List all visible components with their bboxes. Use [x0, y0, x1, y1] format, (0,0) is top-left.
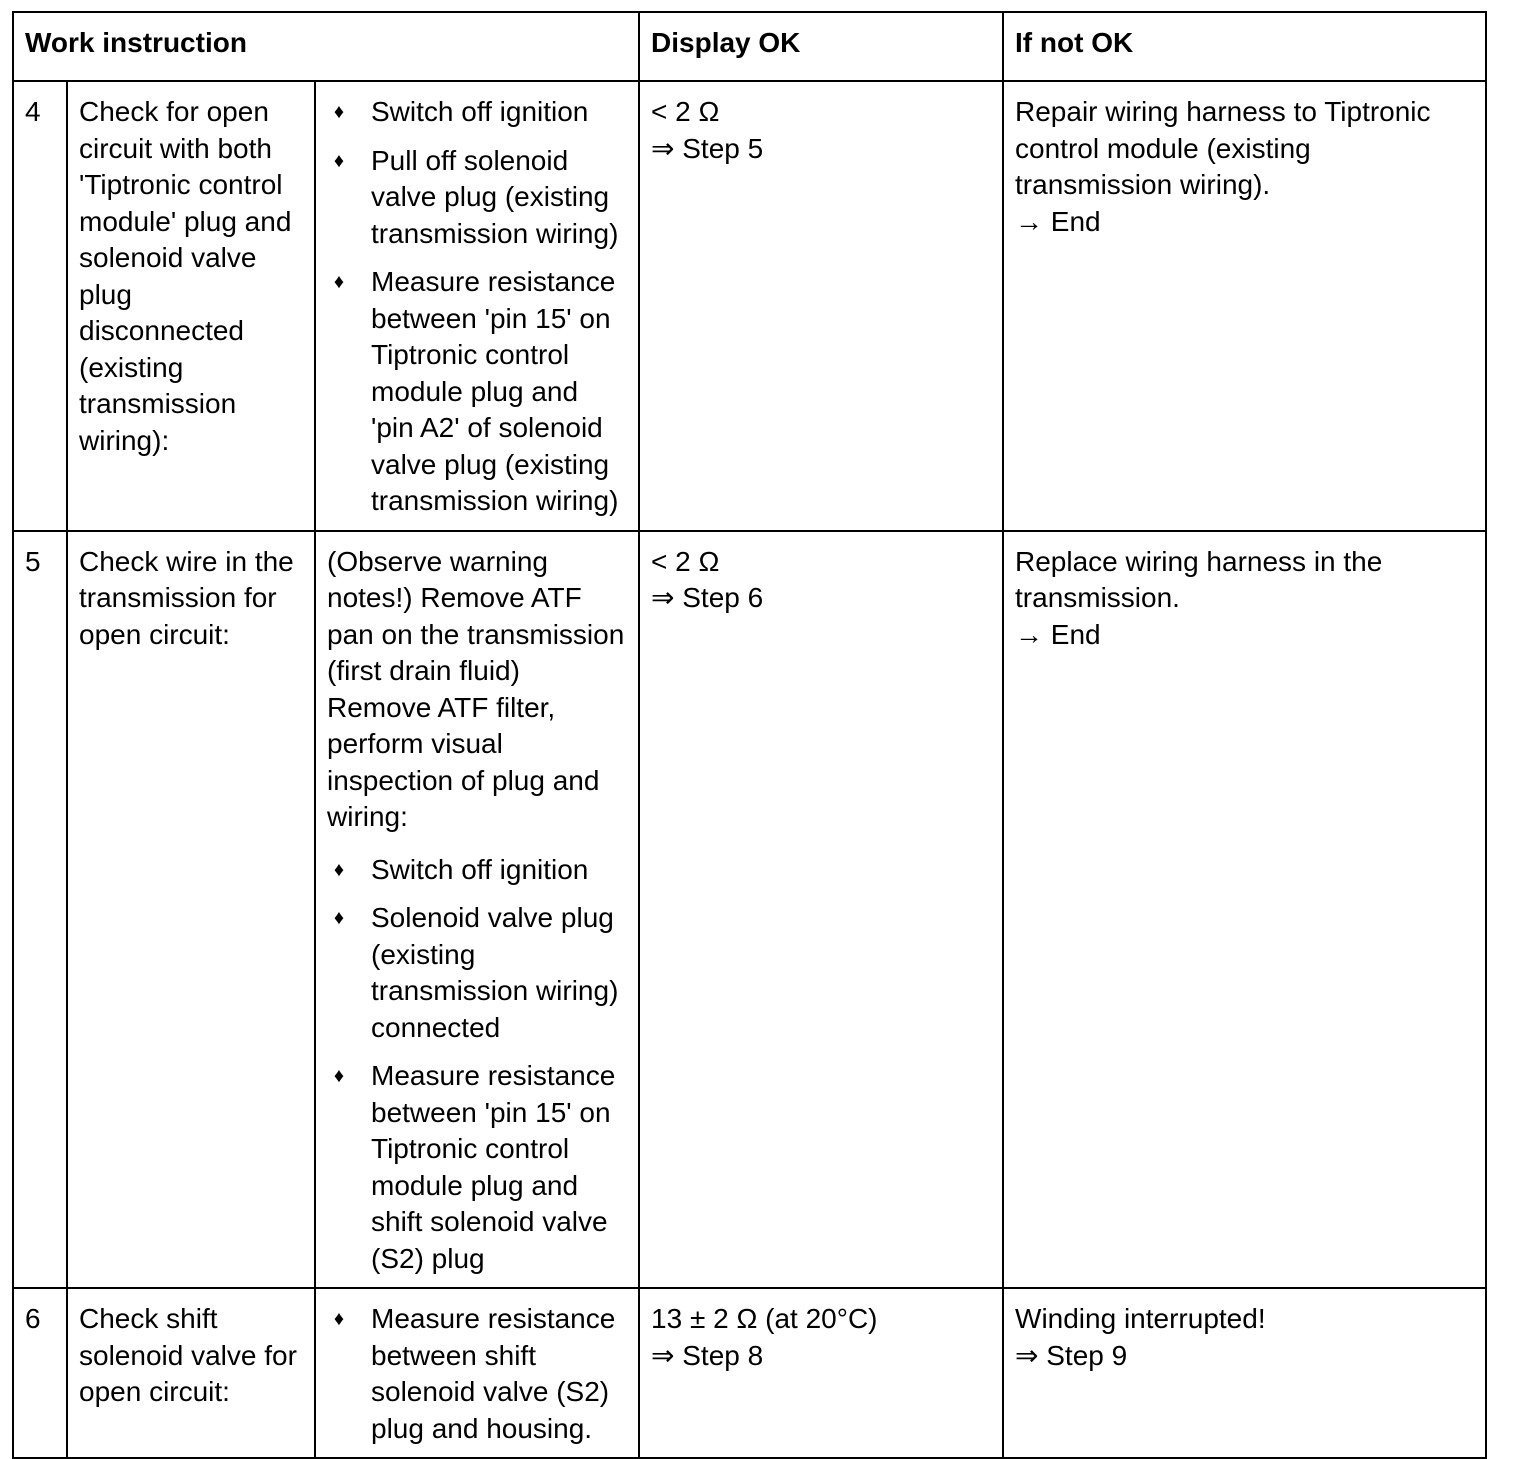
header-display-ok: Display OK: [639, 12, 1003, 81]
step-number: 6: [13, 1288, 67, 1458]
list-item: [327, 1301, 628, 1447]
display-ok-cell: [639, 531, 1003, 1289]
table-row: [13, 1288, 1486, 1458]
list-item: [327, 94, 628, 131]
procedure-cell: [315, 81, 639, 531]
bullet-icon: ♦: [333, 271, 345, 293]
bullet-icon: ♦: [333, 1308, 345, 1330]
bullet-icon: ♦: [333, 101, 345, 123]
if-not-ok-next-step: → End: [1015, 618, 1101, 650]
work-instruction-table: [12, 11, 1487, 1459]
check-description: Check wire in the transmission for open circuit:: [67, 531, 315, 1289]
header-work-instruction: Work instruction: [13, 12, 639, 81]
bullet-icon: ♦: [333, 907, 345, 929]
list-item: [327, 1058, 628, 1277]
display-ok-value: 13 ± 2 Ω (at 20°C): [651, 1303, 878, 1334]
step-number: 5: [13, 531, 67, 1289]
procedure-step-text: Switch off ignition: [371, 853, 589, 885]
if-not-ok-action: Winding interrupted!: [1015, 1303, 1266, 1334]
procedure-step-text: Measure resistance between shift solenoid valve (S2) plug and housing.: [371, 1303, 616, 1444]
list-item: [327, 264, 628, 520]
header-row: [13, 12, 1486, 81]
bullet-icon: ♦: [333, 1065, 345, 1087]
display-ok-next-step: ⇒ Step 6: [651, 582, 764, 613]
procedure-intro: (Observe warning notes!) Remove ATF pan on the transmission (first drain fluid) Remove ATF filter, perform visual inspection of plug and wiring:: [327, 545, 625, 832]
table-row: [13, 81, 1486, 531]
procedure-steps: [327, 852, 628, 1278]
display-ok-next-step: ⇒ Step 8: [651, 1339, 764, 1371]
list-item: [327, 143, 628, 253]
if-not-ok-cell: [1003, 531, 1486, 1289]
procedure-cell: [315, 1288, 639, 1458]
display-ok-value: < 2 Ω: [651, 545, 720, 577]
if-not-ok-next-step: → End: [1015, 205, 1101, 237]
if-not-ok-next-step: ⇒ Step 9: [1015, 1339, 1128, 1371]
display-ok-cell: [639, 81, 1003, 531]
list-item: [327, 900, 628, 1046]
procedure-step-text: Measure resistance between 'pin 15' on Tiptronic control module plug and 'pin A2' of solenoid valve plug (existing transmission wiring): [371, 266, 619, 516]
table-row: [13, 531, 1486, 1289]
check-description: Check for open circuit with both 'Tiptronic control module' plug and solenoid valve plug disconnected (existing transmission wiring):: [67, 81, 315, 531]
procedure-step-text: Measure resistance between 'pin 15' on Tiptronic control module plug and shift solenoid valve (S2) plug: [371, 1060, 616, 1274]
display-ok-value: < 2 Ω: [651, 96, 720, 127]
bullet-icon: ♦: [333, 149, 345, 172]
step-number: 4: [13, 81, 67, 531]
procedure-step-text: Solenoid valve plug (existing transmission wiring) connected: [371, 902, 619, 1043]
if-not-ok-cell: [1003, 1288, 1486, 1458]
display-ok-next-step: ⇒ Step 5: [651, 132, 764, 164]
procedure-cell: [315, 531, 639, 1289]
bullet-icon: ♦: [333, 858, 345, 881]
procedure-steps: [327, 94, 628, 520]
procedure-steps: [327, 1301, 628, 1447]
if-not-ok-action: Replace wiring harness in the transmission.: [1015, 545, 1383, 613]
if-not-ok-cell: [1003, 81, 1486, 531]
header-if-not-ok: If not OK: [1003, 12, 1486, 81]
list-item: [327, 852, 628, 889]
procedure-step-text: Switch off ignition: [371, 96, 589, 127]
if-not-ok-action: Repair wiring harness to Tiptronic control module (existing transmission wiring).: [1015, 96, 1431, 200]
procedure-step-text: Pull off solenoid valve plug (existing transmission wiring): [371, 144, 619, 249]
display-ok-cell: [639, 1288, 1003, 1458]
check-description: Check shift solenoid valve for open circuit:: [67, 1288, 315, 1458]
